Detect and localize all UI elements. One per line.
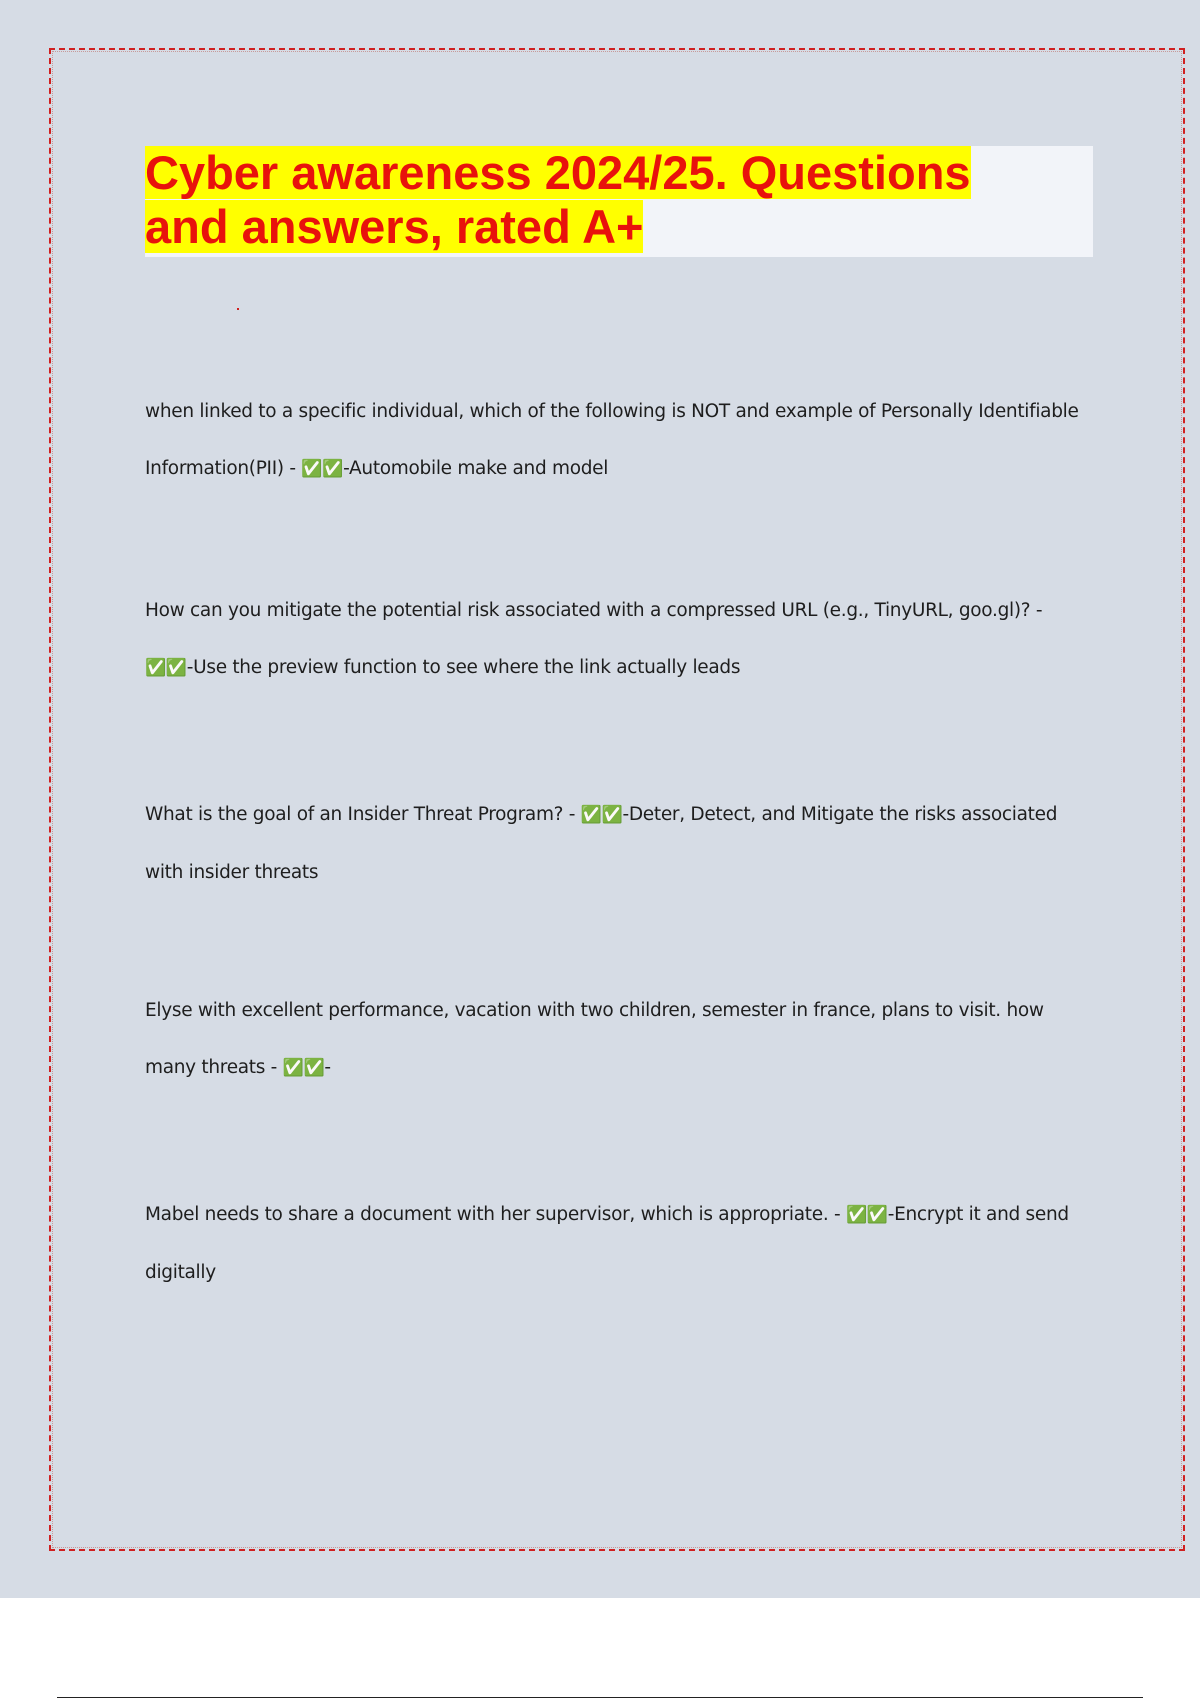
qa-item	[145, 786, 1095, 901]
answer-text: -	[324, 1057, 331, 1078]
qa-item	[145, 1186, 1095, 1301]
answer-text: -Encrypt it and send digitally	[145, 1204, 1069, 1283]
qa-item	[145, 582, 1095, 697]
qa-item	[145, 982, 1095, 1097]
question-text: when linked to a specific individual, which of the following is NOT and example of Personally Identifiable Information(PII) -	[145, 401, 1079, 479]
stray-mark	[237, 308, 239, 310]
footer-divider	[57, 1697, 1143, 1698]
checkmark-icon: ✅✅	[845, 1205, 888, 1225]
checkmark-icon: ✅✅	[580, 805, 623, 825]
question-text: Mabel needs to share a document with her supervisor, which is appropriate. -	[145, 1204, 841, 1225]
answer-text: -Use the preview function to see where the link actually leads	[186, 657, 741, 678]
question-text: What is the goal of an Insider Threat Program? -	[145, 804, 576, 825]
question-text: How can you mitigate the potential risk associated with a compressed URL (e.g., TinyURL, goo.gl)? -	[145, 600, 1043, 621]
answer-text: -Deter, Detect, and Mitigate the risks associated with insider threats	[145, 804, 1058, 883]
question-text: Elyse with excellent performance, vacation with two children, semester in france, plans to visit. how many threats -	[145, 1000, 1044, 1078]
document-title: Cyber awareness 2024/25. Questions and answers, rated A+	[145, 146, 971, 253]
checkmark-icon: ✅✅	[145, 658, 187, 678]
answer-text: -Automobile make and model	[343, 458, 609, 479]
checkmark-icon: ✅✅	[282, 1058, 325, 1078]
checkmark-icon: ✅✅	[301, 459, 344, 479]
qa-item	[145, 383, 1095, 498]
